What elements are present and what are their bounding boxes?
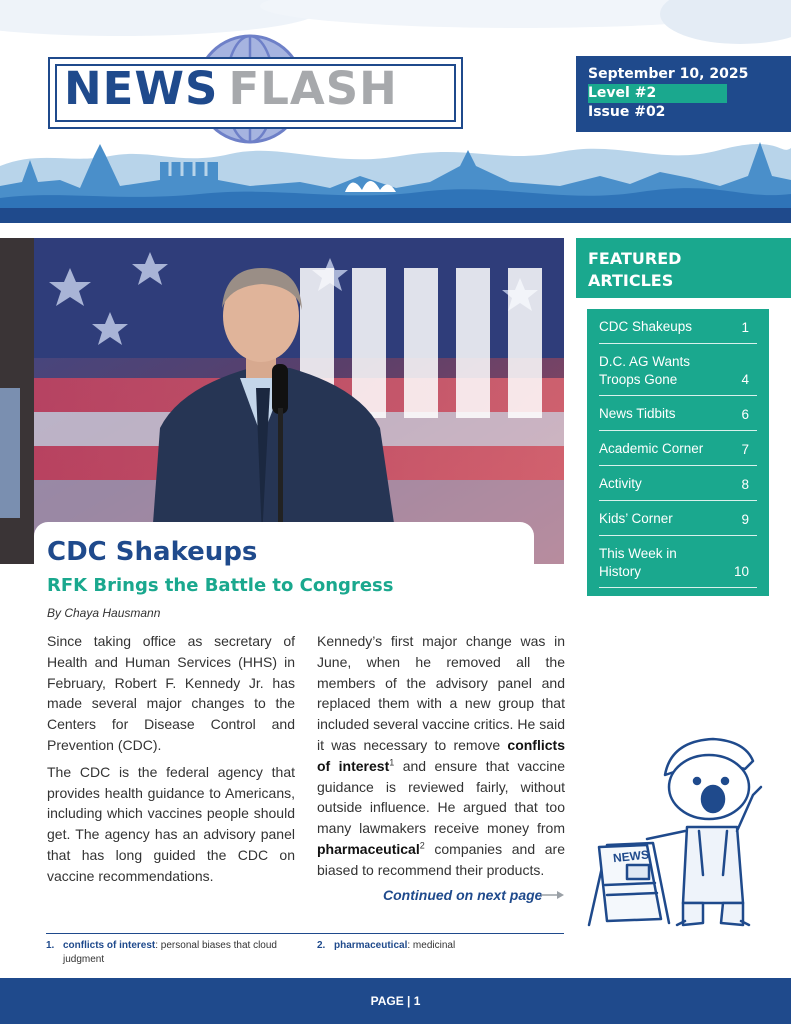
text-run: companies and are biased to recommend their products. [317, 840, 565, 878]
text-run: and ensure that vaccine guidance is reviewed fairly, without outside influence. He argued that too many lawmakers receive money from [317, 757, 565, 837]
issue-date: September 10, 2025 [588, 66, 749, 82]
toc-item-page: 10 [733, 564, 749, 579]
issue-level: Level #2 [588, 84, 727, 103]
footnote [317, 939, 557, 953]
continued-link[interactable]: Continued on next page [383, 887, 543, 903]
footnote [46, 939, 286, 967]
article-byline: By Chaya Hausmann [47, 606, 161, 620]
toc-item-label: CDC Shakeups [599, 319, 693, 334]
toc-item-page: 7 [741, 442, 749, 457]
arrow-right-icon [541, 890, 565, 900]
glossary-term: conflicts of interest [317, 736, 565, 774]
footnote-divider [46, 933, 564, 934]
toc-item-news-tidbits[interactable] [599, 396, 757, 431]
toc-item-cdc-shakeups[interactable] [599, 309, 757, 344]
footnote-definition: : personal biases that cloud judgment [63, 940, 277, 965]
toc-item-page: 9 [741, 512, 749, 527]
logo-flash: FLASH [228, 62, 398, 115]
toc-item-this-week-in-history[interactable] [599, 536, 757, 588]
footnote-body [317, 939, 557, 953]
page-number: PAGE | 1 [370, 994, 421, 1008]
logo-box [48, 57, 463, 129]
toc-item-label: Kids’ Corner [599, 511, 673, 526]
article-column-right [317, 631, 565, 887]
article-headline: CDC Shakeups [47, 537, 258, 567]
footnote-number: 2. [317, 940, 326, 951]
page-footer [0, 978, 791, 1024]
article-paragraph: The CDC is the federal agency that provides health guidance to Americans, including which vaccines people should get. The agency has an advisory panel that has long guided the CDC on vaccine recommendations. [47, 763, 295, 884]
toc-item-academic-corner[interactable] [599, 431, 757, 466]
toc-item-label: Activity [599, 476, 642, 491]
featured-articles-title: FEATURED ARTICLES [588, 249, 682, 290]
toc-item-label: Academic Corner [599, 441, 704, 456]
toc-item-label: This Week in History [599, 546, 677, 579]
footnote-term: conflicts of interest [63, 940, 156, 951]
toc-item-page: 4 [741, 372, 749, 387]
toc-item-page: 8 [741, 477, 749, 492]
glossary-term: pharmaceutical [317, 840, 420, 857]
article-paragraph: Since taking office as secretary of Health and Human Services (HHS) in February, Robert F. Kennedy Jr. has made several major changes to the Centers for Disease Control and Prevention (CDC). [47, 633, 295, 753]
masthead-logo [64, 62, 398, 115]
hero-photo [0, 238, 564, 564]
speaker-at-podium-photo [0, 238, 564, 564]
footnote-term: pharmaceutical [334, 940, 408, 951]
footnote-body [46, 939, 286, 967]
footnote-definition: : medicinal [407, 940, 456, 951]
issue-number: Issue #02 [588, 104, 666, 120]
masthead [0, 0, 791, 225]
toc-item-activity[interactable] [599, 466, 757, 501]
newsboy-illustration [585, 735, 780, 930]
newsboy-sign-text: NEWS [612, 847, 650, 866]
toc-item-kids-corner[interactable] [599, 501, 757, 536]
issue-info-box [576, 56, 791, 132]
toc-item-label: News Tidbits [599, 406, 676, 421]
logo-news: NEWS [64, 62, 219, 115]
sky-texture [0, 0, 791, 60]
toc-item-page: 1 [741, 320, 749, 335]
footnote-marker: 2 [419, 840, 425, 851]
masthead-band [0, 208, 791, 223]
text-run: Kennedy’s first major change was in June, when he removed all the members of the advisory panel and replaced them with a new group that included several vaccine critics. He said it was necessary to remove [317, 633, 565, 753]
toc-item-page: 6 [741, 407, 749, 422]
footnote-marker: 1 [389, 757, 395, 768]
toc-item-label: D.C. AG Wants Troops Gone [599, 354, 691, 387]
featured-articles-header [576, 238, 791, 298]
footnote-number: 1. [46, 940, 55, 951]
article-column-left [47, 631, 295, 893]
article-paragraph [317, 631, 565, 881]
world-skyline-illustration [0, 136, 791, 210]
article-subhead: RFK Brings the Battle to Congress [47, 575, 394, 596]
featured-articles-list [587, 309, 769, 596]
toc-item-dc-ag-troops[interactable] [599, 344, 757, 396]
